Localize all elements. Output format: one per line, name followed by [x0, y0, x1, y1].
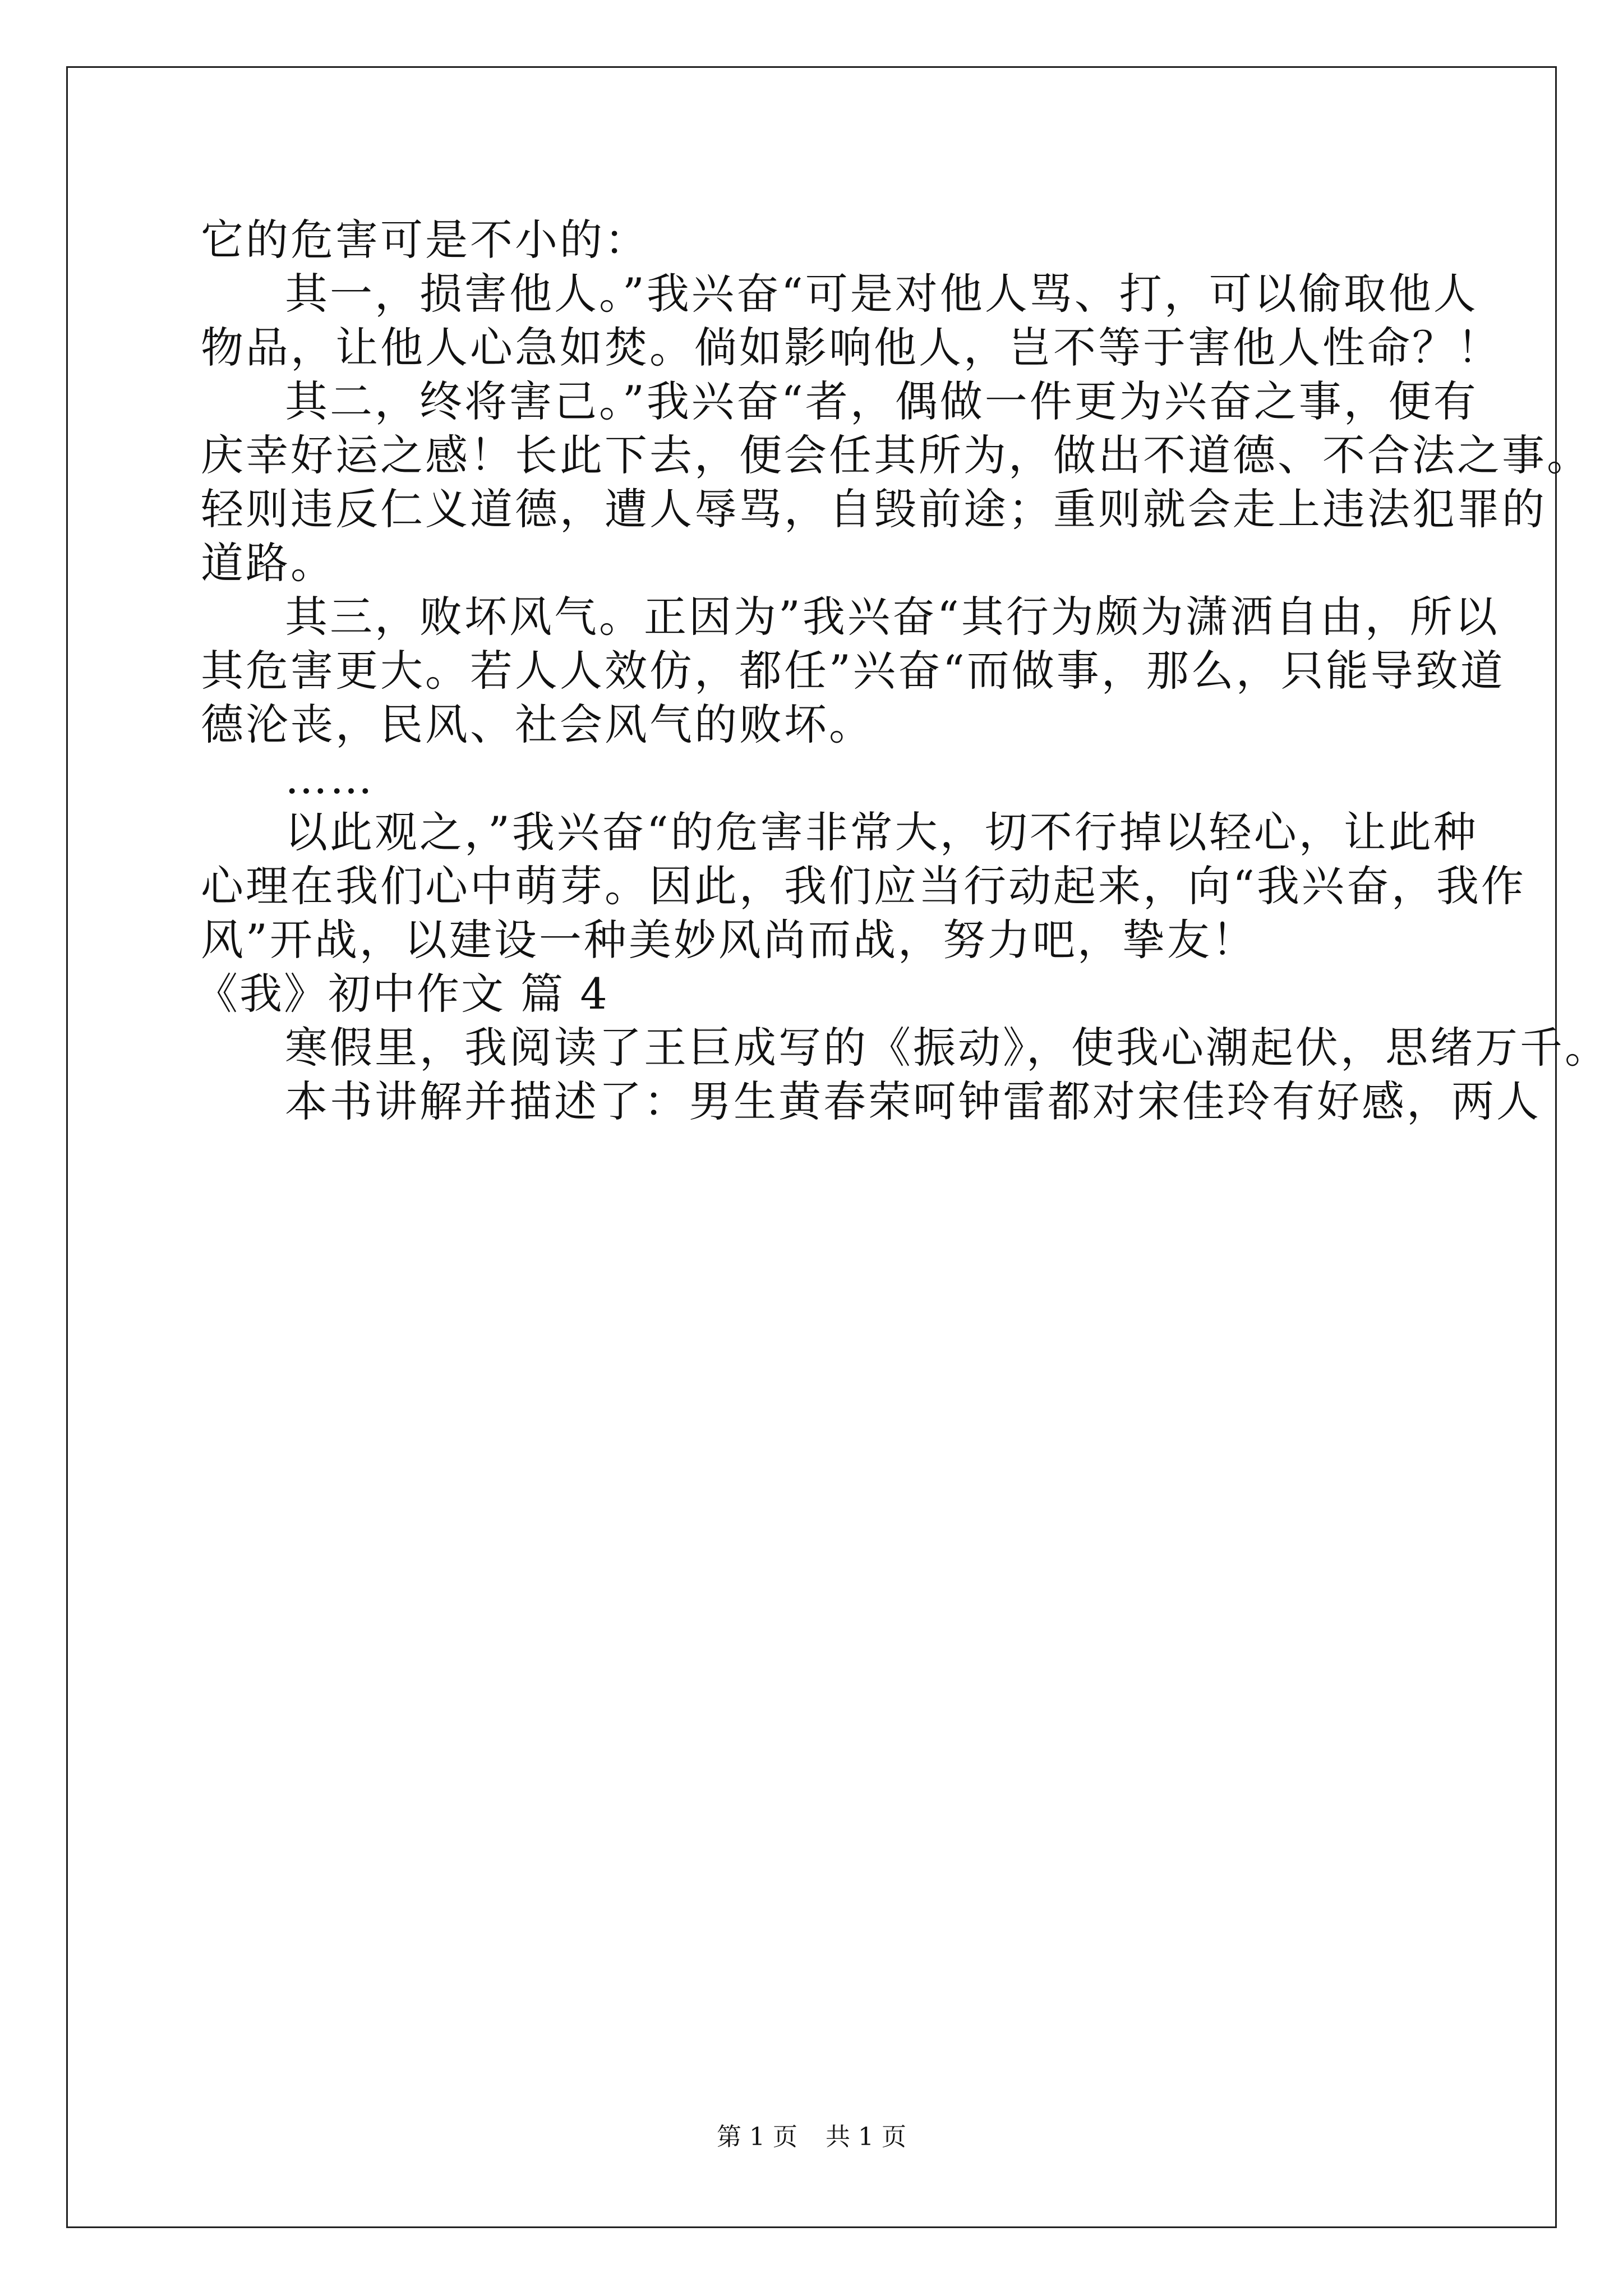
document-body — [195, 213, 1610, 1129]
paragraph-line: 其三，败坏风气。正因为”我兴奋“其行为颇为潇洒自由，所以 — [285, 592, 1500, 642]
paragraph-line: 寒假里，我阅读了王巨成写的《振动》，使我心潮起伏，思绪万千。 — [285, 1023, 1610, 1073]
paragraph-line: 其二，终将害己。”我兴奋“者，偶做一件更为兴奋之事，便有 — [285, 376, 1478, 426]
paragraph-line: 本书讲解并描述了：男生黄春荣呵钟雷都对宋佳玲有好感，两人 — [285, 1076, 1541, 1126]
paragraph-line: 庆幸好运之感！长此下去，便会任其所为，做出不道德、不合法之事。 — [201, 430, 1592, 480]
paragraph-line: 心理在我们心中萌芽。因此，我们应当行动起来，向“我兴奋，我作 — [201, 861, 1526, 911]
page-total: 共 1 页 — [826, 2123, 906, 2151]
paragraph-line: 道路。 — [201, 538, 335, 588]
paragraph-line: 德沦丧，民风、社会风气的败坏。 — [201, 700, 874, 749]
paragraph-line: 风”开战，以建设一种美妙风尚而战，努力吧，挚友！ — [201, 915, 1257, 965]
paragraph-line: 它的危害可是不小的： — [201, 215, 649, 265]
paragraph-line: 以此观之，”我兴奋“的危害非常大，切不行掉以轻心，让此种 — [285, 807, 1478, 857]
paragraph-line: 轻则违反仁义道德，遭人辱骂，自毁前途；重则就会走上违法犯罪的 — [201, 484, 1547, 534]
page-number: 第 1 页 — [717, 2123, 797, 2151]
paragraph-line: 物品，让他人心急如焚。倘如影响他人，岂不等于害他人性命？！ — [201, 323, 1502, 372]
section-heading: 《我》初中作文 篇 4 — [195, 969, 609, 1019]
page-footer — [0, 2120, 1623, 2154]
paragraph-line: 其一，损害他人。”我兴奋“可是对他人骂、打，可以偷取他人 — [285, 269, 1478, 319]
ellipsis-line: …… — [285, 753, 375, 803]
paragraph-line: 其危害更大。若人人效仿，都任”兴奋“而做事，那么，只能导致道 — [201, 646, 1505, 696]
